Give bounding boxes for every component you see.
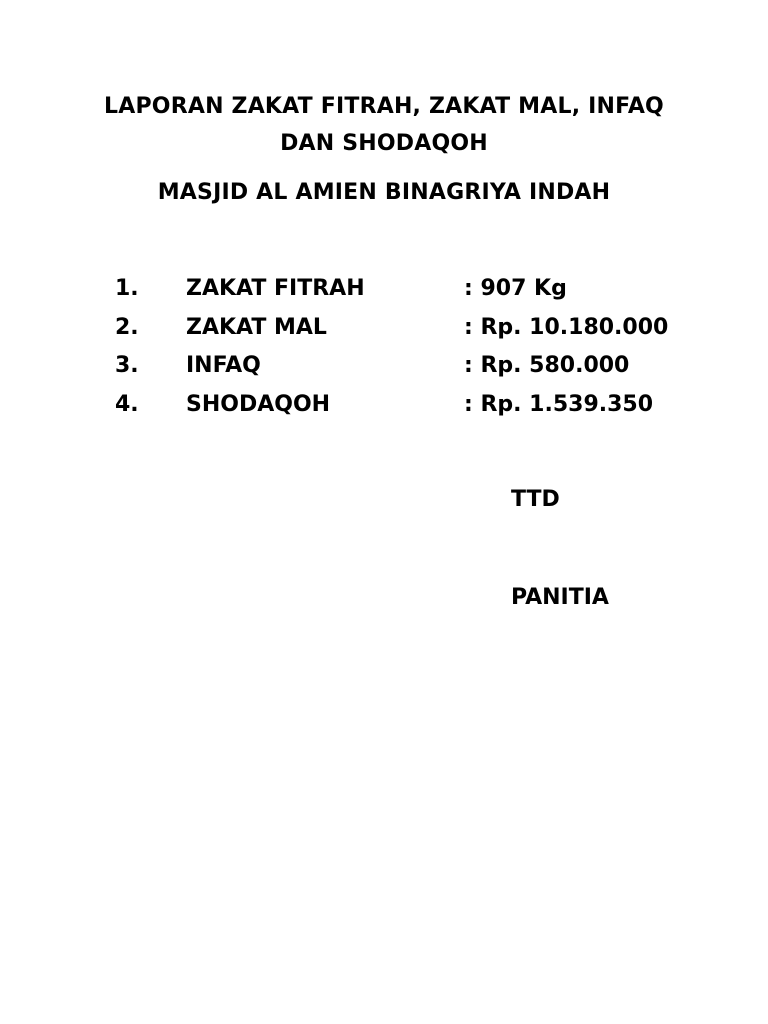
report-title-line-2: DAN SHODAQOH <box>280 131 488 156</box>
item-number: 2. <box>115 314 139 340</box>
item-value: : Rp. 1.539.350 <box>464 391 654 417</box>
list-item <box>0 392 768 431</box>
report-items-list <box>0 276 768 430</box>
item-number: 1. <box>115 276 139 301</box>
item-value: : Rp. 10.180.000 <box>464 314 669 340</box>
item-label: ZAKAT FITRAH <box>186 276 365 301</box>
item-number: 3. <box>115 353 139 378</box>
list-item <box>0 276 768 315</box>
item-value: : 907 Kg <box>464 276 567 301</box>
signature-committee-label: PANITIA <box>511 585 609 610</box>
item-label: INFAQ <box>186 353 261 378</box>
signature-ttd-label: TTD <box>511 487 560 512</box>
item-value: : Rp. 580.000 <box>464 353 630 378</box>
item-label: ZAKAT MAL <box>186 314 327 340</box>
list-item <box>0 353 768 392</box>
mosque-name: MASJID AL AMIEN BINAGRIYA INDAH <box>157 180 611 205</box>
item-label: SHODAQOH <box>186 391 331 417</box>
item-number: 4. <box>115 391 139 417</box>
report-title-line-1: LAPORAN ZAKAT FITRAH, ZAKAT MAL, INFAQ <box>104 94 664 119</box>
list-item <box>0 315 768 354</box>
